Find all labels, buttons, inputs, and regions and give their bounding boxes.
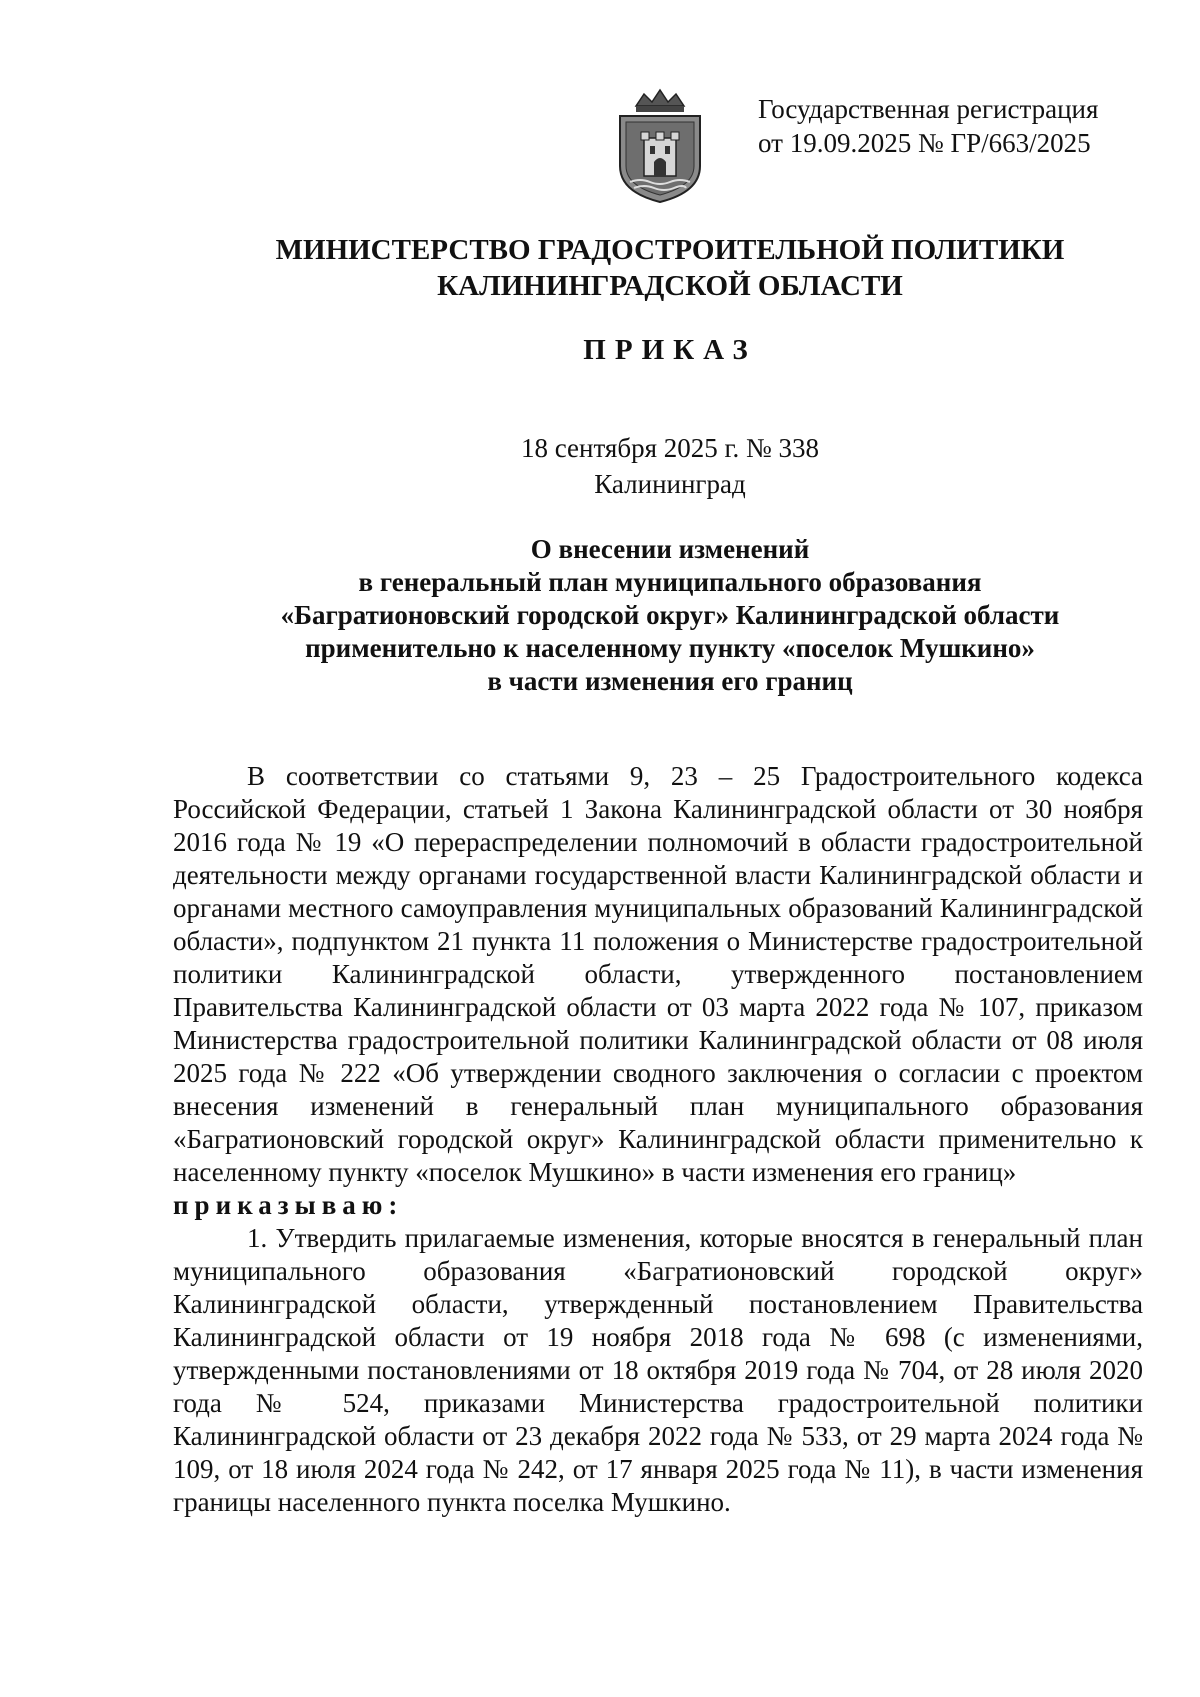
kaliningrad-coat-of-arms-icon [614,88,706,204]
order-subject [170,533,1170,698]
preamble-paragraph: В соответствии со статьями 9, 23 – 25 Градостроительного кодекса Российской Федерации, статьей 1 Закона Калининградской области от 30 ноября 2016 года № 19 «О перераспределении полномочий в области градостроительной деятельности между органами государственной власти Калининградской области и органами местного самоуправления муниципальных образований Калининградской области», подпунктом 21 пункта 11 положения о Министерстве градостроительной политики Калининградской области, утвержденного постановлением Правительства Калининградской области от 03 марта 2022 года № 107, приказом Министерства градостроительной политики Калининградской области от 08 июля 2025 года № 222 «Об утверждении сводного заключения о согласии с проектом внесения изменений в генеральный план муниципального образования «Багратионовский городской округ» Калининградской области применительно к населенному пункту «поселок Мушкино» в части изменения его границ» [173,761,1143,1187]
subject-line-3: «Багратионовский городской округ» Калининградской области [280,600,1060,630]
subject-line-1: О внесении изменений [530,534,810,564]
order-word-line [173,1189,1143,1222]
item-1-paragraph: 1. Утвердить прилагаемые изменения, которые вносятся в генеральный план муниципального образования «Багратионовский городской округ» Калининградской области, утвержденный постановлением Правительства Калининградской области от 19 ноября 2018 года № 698 (с изменениями, утвержденными постановлениями от 18 октября 2019 года № 704, от 28 июля 2020 года № 524, приказами Министерства градостроительной политики Калининградской области от 23 декабря 2022 года № 533, от 29 марта 2024 года № 109, от 18 июля 2024 года № 242, от 17 января 2025 года № 11), в части изменения границы населенного пункта поселка Мушкино. [173,1223,1143,1517]
registration-number: от 19.09.2025 № ГР/663/2025 [758,128,1091,158]
order-city: Калининград [594,469,746,499]
date-and-place [170,430,1170,502]
order-word: приказываю: [173,1190,404,1220]
registration-title: Государственная регистрация [758,94,1099,124]
ministry-name-line-2: КАЛИНИНГРАДСКОЙ ОБЛАСТИ [437,270,903,302]
order-date-number: 18 сентября 2025 г. № 338 [520,433,820,463]
subject-line-5: в части изменения его границ [487,666,853,696]
ministry-name [170,232,1170,304]
registration-stamp [758,92,1158,160]
document-type: ПРИКАЗ [583,334,757,366]
order-body [173,760,1143,1519]
ministry-name-line-1: МИНИСТЕРСТВО ГРАДОСТРОИТЕЛЬНОЙ ПОЛИТИКИ [275,234,1065,266]
subject-line-2: в генеральный план муниципального образования [358,567,982,597]
subject-line-4: применительно к населенному пункту «поселок Мушкино» [305,633,1035,663]
